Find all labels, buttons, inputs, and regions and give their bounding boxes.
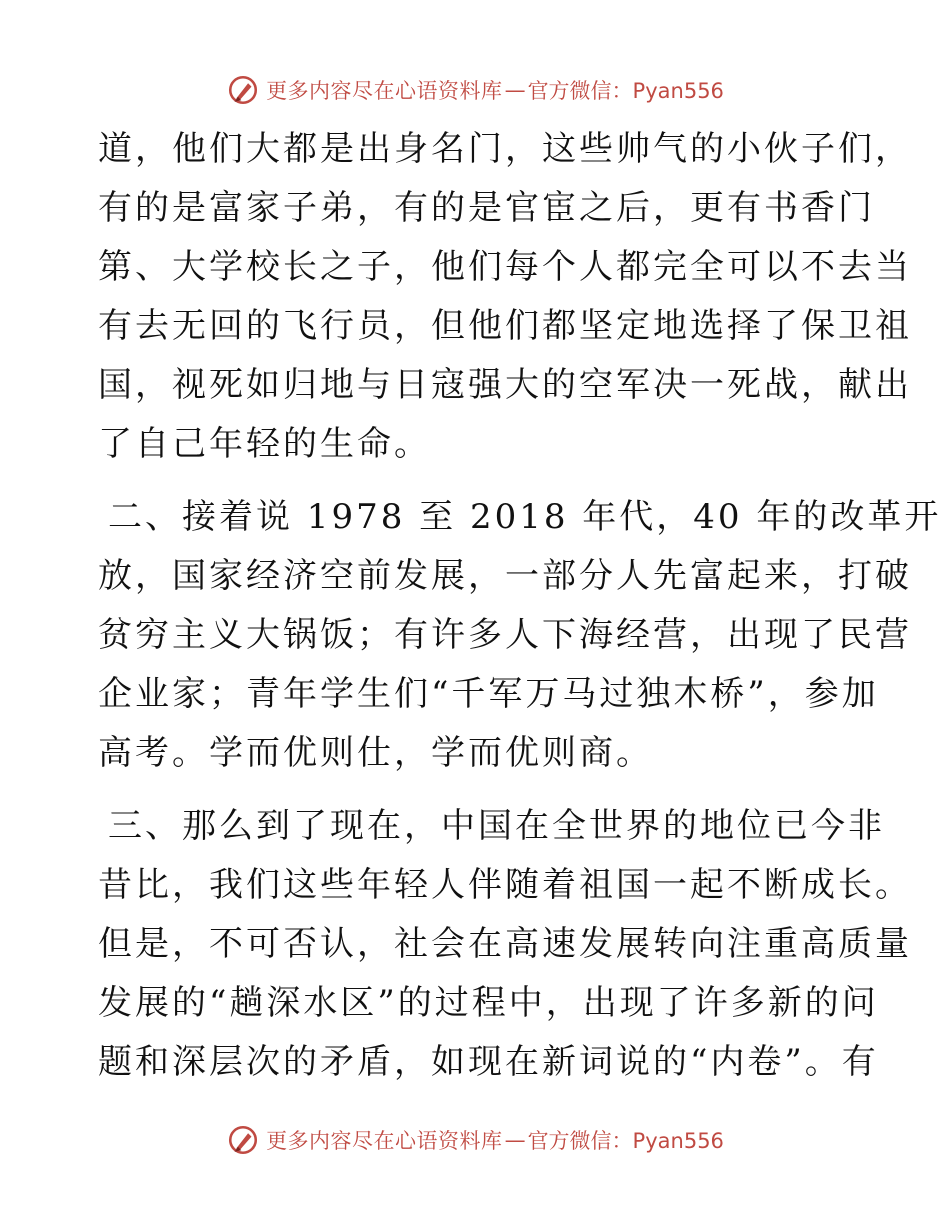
text-line: 题和深层次的矛盾，如现在新词说的“内卷”。有 xyxy=(98,1042,879,1082)
text-line: 三、那么到了现在，中国在全世界的地位已今非 xyxy=(108,806,885,846)
pen-logo-icon xyxy=(226,73,260,107)
text-line: 二、接着说 1978 至 2018 年代，40 年的改革开 xyxy=(108,497,942,537)
text-line: 企业家；青年学生们“千军万马过独木桥”，参加 xyxy=(98,674,879,714)
banner-separator: — xyxy=(504,78,526,102)
text-line: 昔比，我们这些年轻人伴随着祖国一起不断成长。 xyxy=(98,865,912,905)
text-line: 但是，不可否认，社会在高速发展转向注重高质量 xyxy=(98,924,912,964)
text-line: 有的是富家子弟，有的是官宦之后，更有书香门 xyxy=(98,188,875,228)
text-line: 高考。学而优则仕，学而优则商。 xyxy=(98,733,653,773)
text-line: 第、大学校长之子，他们每个人都完全可以不去当 xyxy=(98,247,912,287)
text-line: 发展的“趟深水区”的过程中，出现了许多新的问 xyxy=(98,983,879,1023)
text-line: 了自己年轻的生命。 xyxy=(98,424,431,464)
banner-separator: — xyxy=(504,1128,526,1152)
document-body xyxy=(98,120,942,1092)
text-line: 道，他们大都是出身名门，这些帅气的小伙子们， xyxy=(98,129,912,169)
text-line: 放，国家经济空前发展，一部分人先富起来，打破 xyxy=(98,556,912,596)
banner-text: 更多内容尽在心语资料库 xyxy=(266,1129,503,1153)
header-banner xyxy=(0,70,950,110)
text-line: 国，视死如归地与日寇强大的空军决一死战，献出 xyxy=(98,365,912,405)
banner-wechat: 官方微信：Pyan556 xyxy=(527,79,724,103)
text-line: 有去无回的飞行员，但他们都坚定地选择了保卫祖 xyxy=(98,306,912,346)
footer-banner xyxy=(0,1120,950,1160)
pen-logo-icon xyxy=(226,1123,260,1157)
banner-wechat: 官方微信：Pyan556 xyxy=(527,1129,724,1153)
text-line: 贫穷主义大锅饭；有许多人下海经营，出现了民营 xyxy=(98,615,912,655)
banner-text: 更多内容尽在心语资料库 xyxy=(266,79,503,103)
